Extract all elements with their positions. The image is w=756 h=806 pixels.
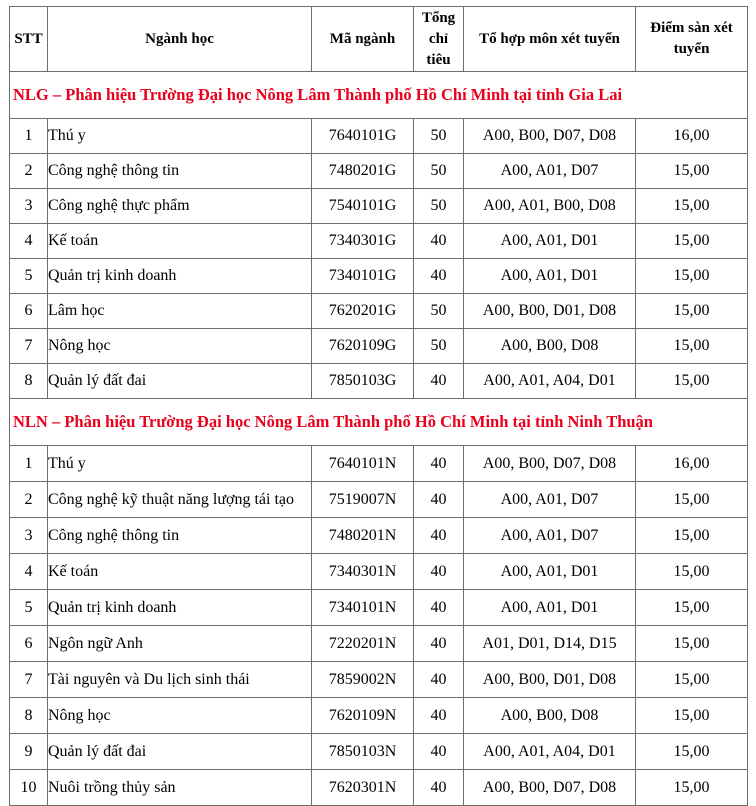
cell-major-name: Công nghệ kỹ thuật năng lượng tái tạo: [48, 482, 312, 518]
cell-min-score: 15,00: [636, 554, 748, 590]
cell-major-code: 7850103N: [312, 734, 414, 770]
cell-stt: 9: [10, 734, 48, 770]
cell-quota: 40: [414, 446, 464, 482]
header-total-line2: chỉ: [428, 30, 449, 47]
cell-min-score: 15,00: [636, 698, 748, 734]
table-row: [10, 224, 748, 259]
cell-min-score: 16,00: [636, 119, 748, 154]
cell-subject-combo: A00, A01, A04, D01: [464, 734, 636, 770]
cell-stt: 1: [10, 446, 48, 482]
cell-stt: 5: [10, 259, 48, 294]
cell-min-score: 15,00: [636, 329, 748, 364]
cell-major-code: 7340301N: [312, 554, 414, 590]
cell-subject-combo: A00, A01, D07: [464, 154, 636, 189]
cell-min-score: 15,00: [636, 662, 748, 698]
header-total-line3: tiêu: [426, 51, 451, 68]
cell-major-code: 7620109N: [312, 698, 414, 734]
table-row: [10, 294, 748, 329]
cell-major-name: Quản trị kinh doanh: [48, 590, 312, 626]
section-header-row: [10, 72, 748, 119]
header-row: [10, 7, 748, 72]
header-stt: STT: [10, 7, 48, 72]
cell-stt: 10: [10, 770, 48, 806]
cell-min-score: 15,00: [636, 590, 748, 626]
table-row: [10, 626, 748, 662]
cell-major-name: Thú y: [48, 119, 312, 154]
table-row: [10, 662, 748, 698]
cell-major-name: Thú y: [48, 446, 312, 482]
admission-table: [9, 6, 748, 806]
table-row: [10, 154, 748, 189]
cell-quota: 40: [414, 364, 464, 399]
table-row: [10, 590, 748, 626]
cell-stt: 2: [10, 482, 48, 518]
cell-major-name: Công nghệ thông tin: [48, 154, 312, 189]
cell-min-score: 15,00: [636, 518, 748, 554]
cell-stt: 7: [10, 662, 48, 698]
table-row: [10, 482, 748, 518]
cell-quota: 50: [414, 189, 464, 224]
cell-quota: 50: [414, 119, 464, 154]
cell-subject-combo: A00, B00, D08: [464, 698, 636, 734]
cell-major-name: Nông học: [48, 698, 312, 734]
cell-quota: 40: [414, 518, 464, 554]
cell-major-name: Quản lý đất đai: [48, 364, 312, 399]
cell-major-name: Công nghệ thông tin: [48, 518, 312, 554]
table-row: [10, 734, 748, 770]
table-row: [10, 518, 748, 554]
cell-major-name: Kế toán: [48, 554, 312, 590]
cell-major-code: 7519007N: [312, 482, 414, 518]
cell-major-name: Kế toán: [48, 224, 312, 259]
cell-quota: 40: [414, 770, 464, 806]
cell-subject-combo: A00, A01, D01: [464, 259, 636, 294]
cell-quota: 40: [414, 734, 464, 770]
cell-subject-combo: A00, A01, B00, D08: [464, 189, 636, 224]
cell-major-code: 7340301G: [312, 224, 414, 259]
cell-stt: 7: [10, 329, 48, 364]
cell-min-score: 15,00: [636, 364, 748, 399]
cell-stt: 8: [10, 698, 48, 734]
cell-quota: 40: [414, 224, 464, 259]
cell-min-score: 15,00: [636, 482, 748, 518]
cell-subject-combo: A00, B00, D08: [464, 329, 636, 364]
cell-stt: 8: [10, 364, 48, 399]
cell-subject-combo: A00, B00, D07, D08: [464, 119, 636, 154]
header-total-line1: Tổng: [421, 9, 456, 26]
cell-quota: 40: [414, 554, 464, 590]
table-row: [10, 119, 748, 154]
cell-subject-combo: A00, A01, D07: [464, 518, 636, 554]
cell-major-code: 7859002N: [312, 662, 414, 698]
cell-stt: 4: [10, 554, 48, 590]
cell-major-code: 7480201G: [312, 154, 414, 189]
table-row: [10, 329, 748, 364]
cell-quota: 40: [414, 482, 464, 518]
cell-stt: 6: [10, 626, 48, 662]
cell-major-name: Nông học: [48, 329, 312, 364]
cell-subject-combo: A00, B00, D07, D08: [464, 446, 636, 482]
cell-min-score: 15,00: [636, 626, 748, 662]
cell-major-code: 7340101G: [312, 259, 414, 294]
table-row: [10, 446, 748, 482]
cell-quota: 50: [414, 294, 464, 329]
cell-min-score: 15,00: [636, 224, 748, 259]
table-row: [10, 259, 748, 294]
cell-quota: 40: [414, 698, 464, 734]
cell-quota: 40: [414, 259, 464, 294]
header-score-line1: Điểm sàn xét: [650, 20, 733, 36]
cell-quota: 50: [414, 329, 464, 364]
cell-subject-combo: A00, A01, D01: [464, 224, 636, 259]
cell-stt: 3: [10, 518, 48, 554]
cell-subject-combo: A00, A01, D07: [464, 482, 636, 518]
cell-subject-combo: A00, B00, D01, D08: [464, 294, 636, 329]
cell-major-code: 7620301N: [312, 770, 414, 806]
cell-min-score: 16,00: [636, 446, 748, 482]
cell-subject-combo: A00, A01, A04, D01: [464, 364, 636, 399]
header-score: [636, 7, 748, 72]
cell-major-code: 7540101G: [312, 189, 414, 224]
cell-min-score: 15,00: [636, 734, 748, 770]
cell-major-name: Lâm học: [48, 294, 312, 329]
cell-major-name: Công nghệ thực phẩm: [48, 189, 312, 224]
cell-subject-combo: A00, B00, D01, D08: [464, 662, 636, 698]
cell-subject-combo: A00, A01, D01: [464, 590, 636, 626]
cell-stt: 2: [10, 154, 48, 189]
cell-subject-combo: A00, A01, D01: [464, 554, 636, 590]
cell-subject-combo: A01, D01, D14, D15: [464, 626, 636, 662]
cell-stt: 5: [10, 590, 48, 626]
table-row: [10, 364, 748, 399]
cell-major-code: 7620201G: [312, 294, 414, 329]
cell-major-code: 7850103G: [312, 364, 414, 399]
header-total: [414, 7, 464, 72]
header-major: Ngành học: [48, 7, 312, 72]
cell-major-name: Ngôn ngữ Anh: [48, 626, 312, 662]
cell-min-score: 15,00: [636, 154, 748, 189]
cell-quota: 40: [414, 590, 464, 626]
section-title: NLN – Phân hiệu Trường Đại học Nông Lâm Thành phố Hồ Chí Minh tại tỉnh Ninh Thuận: [10, 399, 748, 446]
header-score-line2: tuyển: [673, 41, 710, 57]
cell-major-code: 7620109G: [312, 329, 414, 364]
cell-major-name: Quản trị kinh doanh: [48, 259, 312, 294]
cell-min-score: 15,00: [636, 294, 748, 329]
cell-major-code: 7640101N: [312, 446, 414, 482]
cell-major-code: 7480201N: [312, 518, 414, 554]
cell-quota: 50: [414, 154, 464, 189]
cell-stt: 1: [10, 119, 48, 154]
cell-stt: 3: [10, 189, 48, 224]
cell-major-name: Quản lý đất đai: [48, 734, 312, 770]
table-row: [10, 698, 748, 734]
header-combo: Tổ hợp môn xét tuyển: [464, 7, 636, 72]
cell-major-code: 7220201N: [312, 626, 414, 662]
table-row: [10, 770, 748, 806]
cell-major-name: Tài nguyên và Du lịch sinh thái: [48, 662, 312, 698]
section-header-row: [10, 399, 748, 446]
table-row: [10, 189, 748, 224]
header-code: Mã ngành: [312, 7, 414, 72]
cell-min-score: 15,00: [636, 189, 748, 224]
cell-min-score: 15,00: [636, 259, 748, 294]
cell-stt: 6: [10, 294, 48, 329]
cell-major-code: 7640101G: [312, 119, 414, 154]
table-body: [10, 72, 748, 806]
cell-quota: 40: [414, 662, 464, 698]
cell-major-code: 7340101N: [312, 590, 414, 626]
cell-quota: 40: [414, 626, 464, 662]
cell-stt: 4: [10, 224, 48, 259]
cell-major-name: Nuôi trồng thủy sản: [48, 770, 312, 806]
table-row: [10, 554, 748, 590]
section-title: NLG – Phân hiệu Trường Đại học Nông Lâm Thành phố Hồ Chí Minh tại tỉnh Gia Lai: [10, 72, 748, 119]
cell-subject-combo: A00, B00, D07, D08: [464, 770, 636, 806]
table-header: [10, 7, 748, 72]
cell-min-score: 15,00: [636, 770, 748, 806]
